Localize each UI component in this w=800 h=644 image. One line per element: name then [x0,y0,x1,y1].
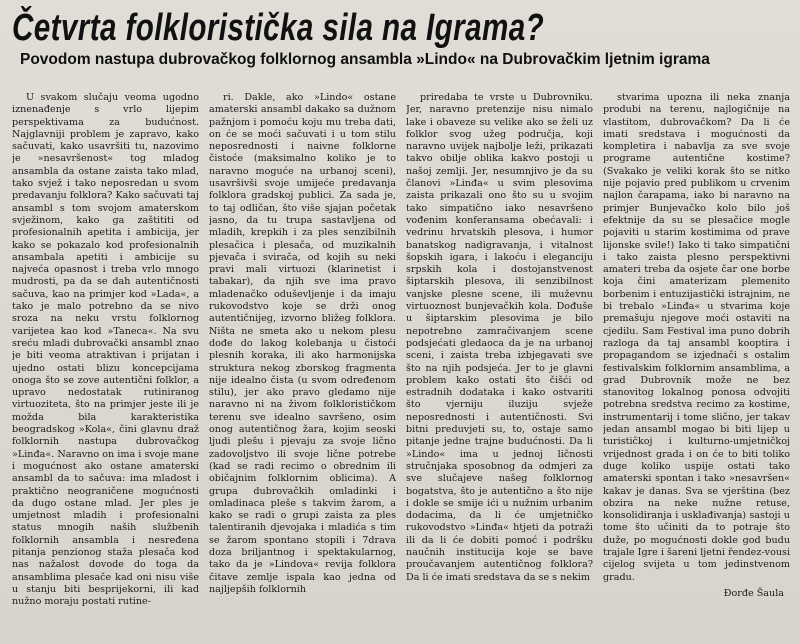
column-text: U svakom slučaju veoma ugodno iznenađenje s vrlo lijepim perspektivama za budućnost. Najglavniji problem je zapravo, kako sačuvati, kako usavršiti tu, nazovimo je »nesavršenost« tog mladog ansambla da ostane zaista tako mlad, tako svjež i tako neposredan u svom predavanju folklora? Kako sačuvati taj ansambl s tom svojom amaterskom svježinom, kako ga zaštititi od profesionalnih apetita i ambicija, jer kako se pokazalo kod profesionalnih ansambala apetiti i ambicije su najveća opasnost i treba vrlo mnogo mudrosti, pa da se dah autentičnosti sačuva, kao na primjer kod »Lada«, a tako je malo potrebno da se nivo srozа na neku vrstu folklornog varijetea kao kod »Taneca«. Na svu sreću mladi dubrovački ansambl znao je biti veoma atraktivan i prijatan i ujedno ostati blizu koncepcijama onoga što se zove autentični folklor, a upravo nedostatak rutiniranog virtuoziteta, što na primjer jeste ili je možda bila karakteristika beogradskog »Kola«, čini glavnu draž folklornih nastupa dubrovačkog »Linđa«. Naravno on ima i svoje mane i mogućnost ako ostane amaterski ansambl da to sačuva: ima mladost i praktično neograničene mogućnosti da dugo ostane mlad. Jer ples je umjetnost mladih i profesionalni status mnogih naših službenih folklornih ansambla i nesređena pitanja penzionog staža plesača kod nas nažalost dovode do toga da ansamblima plesače kad oni nisu više u stanju biti besprijekorni, ili kad nužno moraju postati rutine- [12,92,199,608]
article-column-3 [406,92,593,638]
column-text: priredaba te vrste u Dubrovniku. Jer, naravno pretenzije nisu nimalo lake i obaveze su velike ako se želi uz folklor svog užeg područja, koji naravno uvijek najbolje leži, prikazati takvo obilje oblika kakvo postoji u našoj zemlji. Jer, nesumnjivo je da su članovi »Linđa« u svim plesovima zaista prikazali ono što su u svojim tako simpatično iako nesavršeno vođenim konferansama obećavali: i vedrinu hrvatskih plesova, i humor banatskog nadigravanja, i vitalnost šopskih igara, i lakoću i eleganciju srpskih kola i dostojanstvenost šiptarskih plesova, ili senzibilnost vanjske plesne scene, ili muževnu virtuoznost bunjevačkih kola. Dođuše u šiptarskim plesovima je bilo nepotrebno zamračivanjem scene podsjećati gledaoca da je na urbanoj sceni, i zaista treba izbjegavati sve što na njih podsjeća. Jer to je glavni problem kako ostati što čišći od estradnih dodataka i kako ostvariti što vjerniju iluziju svježe neposrednosti i autentičnosti. Svi bitni preduvjeti su, to, ostaje samo pitanje jedne trajne budućnosti. Da li »Lindo« ima u jednoj ličnosti stručnjaka sposobnog da odmjeri za sve slučajeve našeg folklornog bogatstva, što je autentično a što nije i dokle se smije ići u nužnim urbanim dodacima, da li će umjetničko rukovodstvo »Linđa« htjeti da potraži ili da li će dobiti pomoć i podršku naučnih institucija koje se bave proučavanjem autentičnog folklora? Da li će imati sredstava da se s nekim [406,92,593,583]
article-column-1 [12,92,199,638]
author-signature: Đorđe Šaula [723,587,784,599]
article-column-2 [209,92,396,638]
headline: Četvrta folkloristička sila na Igrama? [12,7,545,49]
article-columns [12,92,790,638]
column-text: stvarima upozna ili neka znanja produbi na terenu, najlogičnije na vlastitom, dubrovačkom? Da li će imati sredstava i mogućnosti da kompletira i nabavlja za sve svoje programe autentične kostime? (Svakako je veliki korak što se nitko nije pojavio pred publikom u crvenim najlon čarapama, iako bi naravno na primjer Bunjevačko kolo bilo još efektnije da su se plesačice mogle pojaviti u starim kostimima od prave lijonske svile!) Iako ti tako simpatični i tako zaista plesno perspektivni amateri treba da osjete čar one borbe koja čini amaterizam plemenito borbenim i entuzijastički istrajnim, ne bi trebalo »Linđa« u stvarima koje premašuju njegove moći ostaviti na cjedilu. Sam Festival ima puno dobrih razloga da taj ansambl kooptira i propagandom se izjednači s ostalim festivalskim folklornim ansamblima, a grad Dubrovnik može ne bez stanovitog lokalnog ponosa odvojiti potrebna sredstva recimo za kostime, instrumentarij i tome slično, jer takav jedan ansambl mogao bi biti lijep u turističkoj i kulturno-umjetničkoj vrijednost grada i on će to biti toliko duge koliko uspije ostati tako amaterski spontan i tako »nesavršen« kakav je danas. Sva se vjerština (bez obzira na neke nužne retuse, konsolidiranja i usklađivanja) sastoji u tome što učiniti da to potraje što duže, po mogućnosti dokle god budu trajale Igre i šareni ljetni řendez-vousi cijelog svijeta u tom jedinstvenom gradu. [603,92,790,583]
column-text: ri. Dakle, ako »Lindo« ostane amaterski ansambl dakako sa dužnom pažnjom i pomoću koju mu treba dati, on će se moći sačuvati i u tom stilu neposrednosti i naivne folklorne čistoće (maksimalno koliko je to naravno moguće na urbanoj sceni), usavršivši svoje umijeće predavanja folklora gradskoj publici. Za sada je, to taj odličan, što više sjajan početak jasno, da tu trupa sastavljena od mladih, krepkih i za ples senzibilnih plesačica i plesača, od muzikalnih pjevača i svirača, od kojih su neki pravi mali virtuozi (klarinetist i tabakar), da njih sve ima pravo mladenačko oduševljenje i da imaju rukovodstvo koje se drži onog autentičnijeg, izvorno bližeg folklora. Ništa ne smeta ako u nekom plesu dođe do lakog kolebanja u čistoći plesnih koraka, ili ako harmonijska struktura nekog zborskog fragmenta nije idealno čista (u svom određenom stilu), jer ako pravo gledamo nije naravno ni na živom folklorističkom terenu sve idealno savršeno, osim onog autentičnog žara, kojim seoski ljudi plešu i pjevaju za svoje lično zadovoljstvo ili svoje lične potrebe (kad se radi recimo o obrednim ili običajnim folklornim oblicima). A grupa dubrovačkih omladinki i omladinaca pleše s takvim žarom, a kako se radi o grupi zaista za ples talentiranih djevojaka i mladića s tim se žarom spontano stopili i 7drava doza briljantnog i spektakularnog, tako da je »Lindova« revija folklora čitave zemlje ispala kao jedna od najljepših folklornih [209,92,396,595]
subheadline: Povodom nastupa dubrovačkog folklornog ansambla »Lindo« na Dubrovačkim ljetnim igrama [20,51,710,68]
article-column-4 [603,92,790,638]
